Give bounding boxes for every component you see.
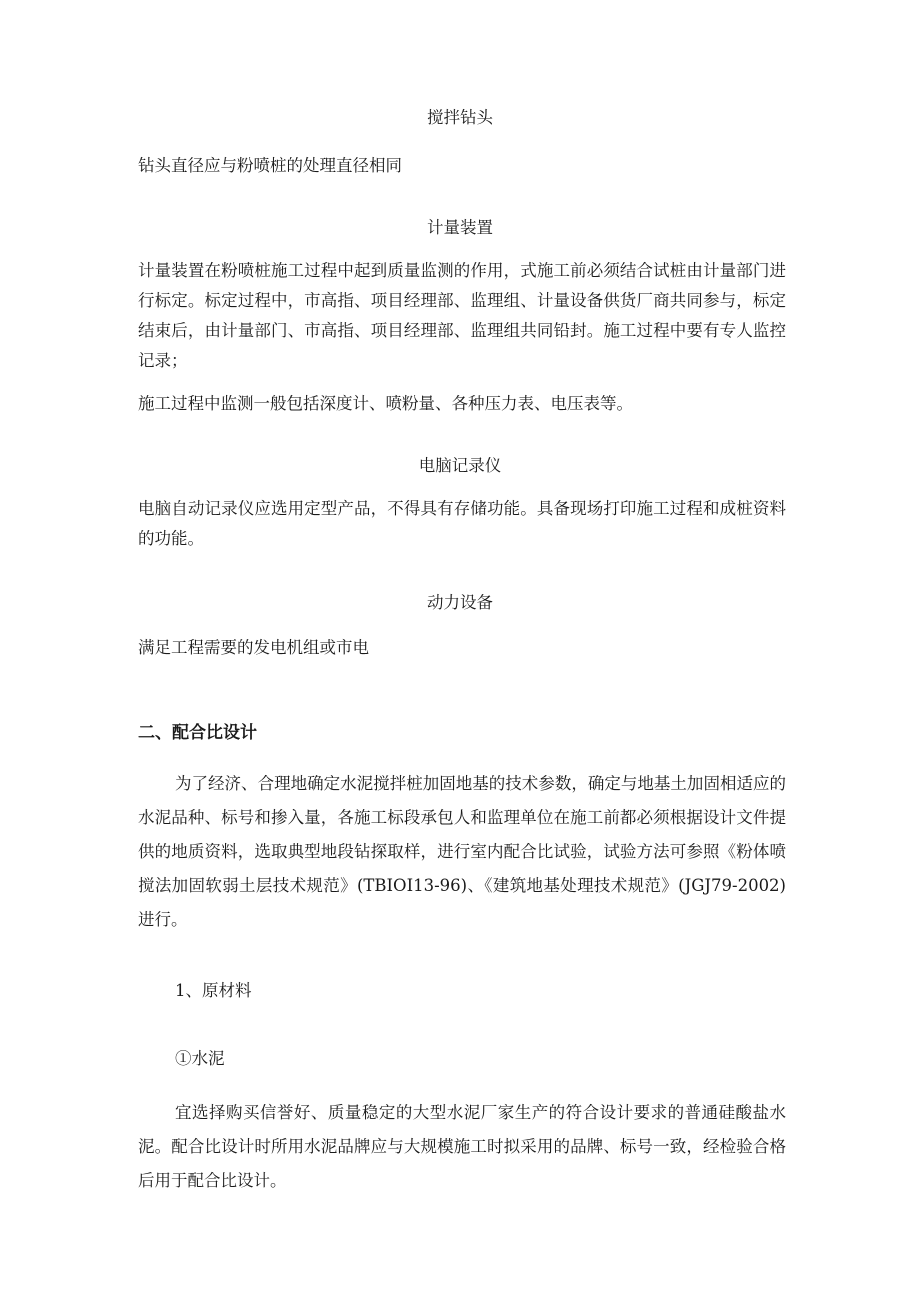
heading-computer-recorder: 电脑记录仪 bbox=[418, 456, 502, 475]
paragraph-cement: 宜选择购买信誉好、质量稳定的大型水泥厂家生产的符合设计要求的普通硅酸盐水泥。配合比设计时所用水泥品牌应与大规模施工时拟采用的品牌、标号一致，经检验合格后用于配合比设计。 bbox=[138, 1103, 786, 1190]
paragraph-mix-design-intro: 为了经济、合理地确定水泥搅拌桩加固地基的技术参数，确定与地基土加固相适应的水泥品种、标号和掺入量，各施工标段承包人和监理单位在施工前都必须根据设计文件提供的地质资料，选取典型地段钻探取样，进行室内配合比试验，试验方法可参照《粉体喷搅法加固软弱土层技术规范》(TBIOI13-96)、《建筑地基处理技术规范》(JGJ79-2002)进行。 bbox=[138, 774, 786, 929]
section-title-mix-design: 二、配合比设计 bbox=[138, 723, 257, 743]
subheading-raw-materials: 1、原材料 bbox=[175, 981, 252, 1000]
heading-metering-device: 计量装置 bbox=[427, 218, 493, 237]
paragraph-power-equipment: 满足工程需要的发电机组或市电 bbox=[138, 638, 369, 657]
paragraph-metering-monitoring: 施工过程中监测一般包括深度计、喷粉量、各种压力表、电压表等。 bbox=[138, 394, 633, 413]
heading-mixing-drill-bit: 搅拌钻头 bbox=[427, 108, 493, 127]
paragraph-drill-bit: 钻头直径应与粉喷桩的处理直径相同 bbox=[138, 156, 402, 175]
paragraph-metering-calibration: 计量装置在粉喷桩施工过程中起到质量监测的作用，式施工前必须结合试桩由计量部门进行标定。标定过程中，市高指、项目经理部、监理组、计量设备供货厂商共同参与，标定结束后，由计量部门、市高指、项目经理部、监理组共同铅封。施工过程中要有专人监控记录； bbox=[138, 261, 786, 370]
paragraph-computer-recorder: 电脑自动记录仪应选用定型产品，不得具有存储功能。具备现场打印施工过程和成桩资料的功能。 bbox=[138, 499, 786, 548]
subheading-cement: ①水泥 bbox=[175, 1049, 225, 1068]
heading-power-equipment: 动力设备 bbox=[427, 593, 493, 612]
